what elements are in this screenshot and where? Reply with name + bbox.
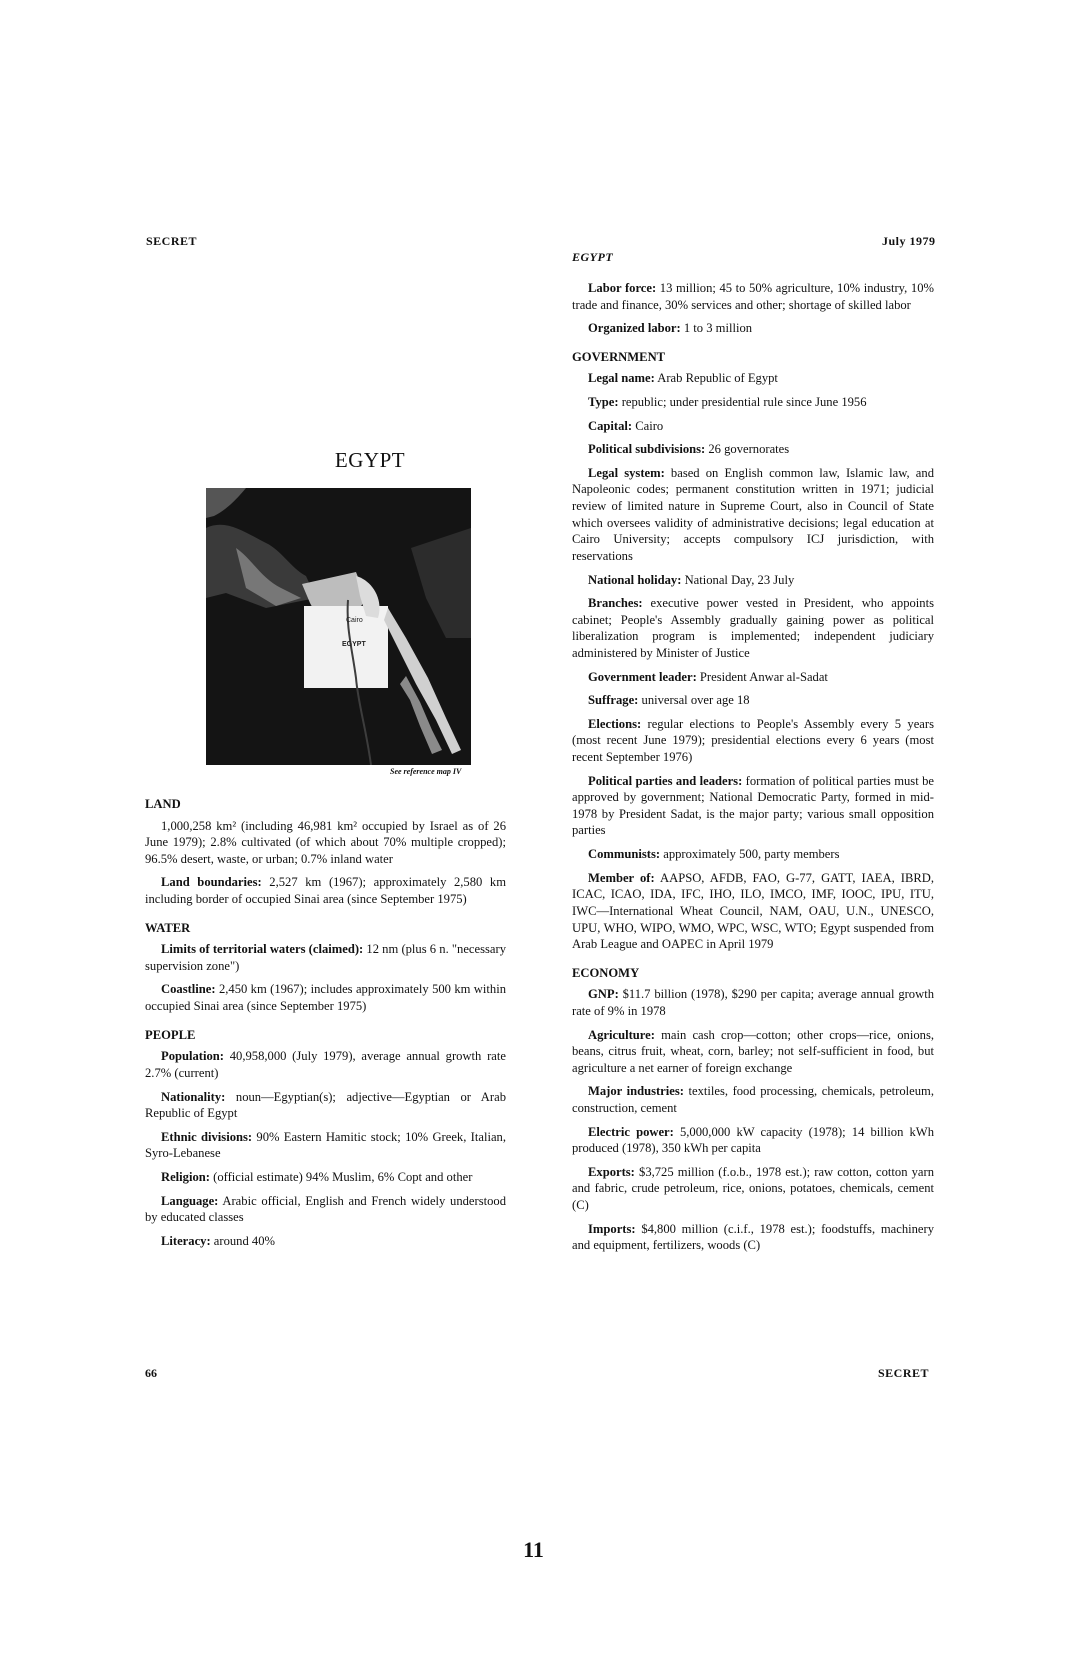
people-ethnic [145,1129,506,1162]
ethnic-label: Ethnic divisions: [161,1129,253,1144]
gov-subdivisions [572,441,934,458]
gnp-value: $11.7 billion (1978), $290 per capita; average annual growth rate of 9% in 1978 [572,987,934,1018]
water-limits-value: 12 nm (plus 6 n. "necessary supervision zone") [145,942,506,973]
gnp-label: GNP: [588,987,619,1002]
subdivisions-label: Political subdivisions: [588,442,706,457]
legal-system-label: Legal system: [588,465,665,480]
legal-system-value: based on English common law, Islamic law, and Napoleonic codes; permanent constitution written in 1971; judicial review of limited nature in Supreme Court, also in Council of State which oversees validity of administrative decisions; legal education at Cairo University; accepts compulsory ICJ jurisdiction, with reservations [572,465,934,563]
coastline-value: 2,450 km (1967); includes approximately 500 km within occupied Sinai area (since September 1975) [145,982,506,1014]
gov-elections [572,716,934,766]
industries-value: textiles, food processing, chemicals, petroleum, construction, cement [572,1084,934,1115]
people-language [145,1193,506,1226]
header-date: July 1979 [882,234,936,248]
gov-communists [572,846,934,863]
gov-parties [572,773,934,839]
land-area: 1,000,258 km² (including 46,981 km² occupied by Israel as of 26 June 1979); 2.8% cultivated (of which about 70% multiple cropped); 96.5% desert, waste, or urban; 0.7% inland water [145,818,506,866]
gov-legal-name [572,370,934,387]
map-caption: See reference map IV [390,767,462,776]
country-map [206,488,471,765]
gov-branches [572,595,934,661]
type-value: republic; under presidential rule since June 1956 [618,395,867,410]
language-value: Arabic official, English and French widely understood by educated classes [145,1193,506,1225]
section-heading-economy: ECONOMY [572,965,640,980]
left-column [145,796,506,1256]
gov-leader [572,669,934,686]
gov-holiday [572,572,934,589]
capital-label: Capital: [588,418,633,433]
econ-exports [572,1164,934,1214]
elections-value: regular elections to People's Assembly every 5 years (most recent June 1979); presidential elections every 6 years (most recent September 1976) [572,716,934,765]
labor-force-label: Labor force: [588,281,657,295]
people-nationality [145,1089,506,1122]
suffrage-label: Suffrage: [588,693,639,708]
imports-label: Imports: [588,1221,636,1236]
gov-member-of [572,870,934,953]
people-literacy [145,1233,506,1250]
coastline-label: Coastline: [161,982,216,997]
labor-force [572,280,934,313]
type-label: Type: [588,395,619,410]
right-column [572,280,934,1261]
legal-name-value: Arab Republic of Egypt [654,371,778,386]
econ-electric-power [572,1124,934,1157]
land-boundaries [145,874,506,907]
electric-power-label: Electric power: [588,1124,674,1139]
holiday-label: National holiday: [588,572,682,587]
imports-value: $4,800 million (c.i.f., 1978 est.); foodstuffs, machinery and equipment, fertilizers, woods (C) [572,1221,934,1253]
labor-force-value: 13 million; 45 to 50% agriculture, 10% industry, 10% trade and finance, 30% services and other; shortage of skilled labor [572,281,934,312]
agriculture-value: main cash crop—cotton; other crops—rice, onions, beans, citrus fruit, wheat, corn, barley; not self-sufficient in food, but agriculture a net earner of foreign exchange [572,1027,934,1075]
leader-label: Government leader: [588,669,697,684]
subdivisions-value: 26 governorates [705,442,790,457]
page-number: 11 [523,1537,544,1562]
footer-page-mark: 66 [145,1366,157,1380]
parties-label: Political parties and leaders: [588,773,743,788]
holiday-value: National Day, 23 July [681,572,795,587]
section-heading-land: LAND [145,797,181,811]
religion-label: Religion: [161,1169,210,1184]
leader-value: President Anwar al-Sadat [696,669,828,684]
econ-industries [572,1083,934,1116]
water-coastline [145,981,506,1014]
ethnic-value: 90% Eastern Hamitic stock; 10% Greek, Italian, Syro-Lebanese [145,1129,506,1161]
classification-header-left: SECRET [146,234,198,248]
religion-value: (official estimate) 94% Muslim, 6% Copt and other [209,1169,473,1184]
econ-imports [572,1221,934,1254]
country-running-head: EGYPT [572,250,614,264]
branches-label: Branches: [588,596,643,611]
branches-value: executive power vested in President, who appoints cabinet; People's Assembly gradually gaining power as political liberalization program is implemented; independent judiciary administered by Minister of Justice [572,596,934,660]
map-graphic [206,488,471,765]
econ-gnp [572,986,934,1019]
nationality-label: Nationality: [161,1089,226,1104]
literacy-value: around 40% [210,1233,276,1248]
communists-value: approximately 500, party members [660,847,840,862]
organized-labor-value: 1 to 3 million [680,321,753,336]
section-heading-government: GOVERNMENT [572,349,666,364]
gov-capital [572,418,934,435]
member-of-value: AAPSO, AFDB, FAO, G-77, GATT, IAEA, IBRD, ICAC, ICAO, IDA, IFC, IHO, ILO, IMCO, IMF, IOOC, IPU, ITU, IWC—International Wheat Council, NAM, OAU, U.N., UNESCO, UPU, WHO, WIPO, WMO, WPC, WSC, WTO; Egypt suspended from Arab League and OAPEC in April 1979 [572,870,934,952]
gov-legal-system [572,465,934,565]
land-boundaries-value: 2,527 km (1967); approximately 2,580 km including border of occupied Sinai area (since September 1975) [145,875,506,907]
parties-value: formation of political parties must be approved by government; National Democratic Party, formed in mid-1978 by President Sadat, is the major party; various small opposition parties [572,773,934,838]
exports-label: Exports: [588,1164,635,1179]
section-heading-water: WATER [145,920,191,935]
nationality-value: noun—Egyptian(s); adjective—Egyptian or Arab Republic of Egypt [145,1089,506,1121]
literacy-label: Literacy: [161,1233,211,1248]
people-population [145,1048,506,1081]
industries-label: Major industries: [588,1084,684,1099]
gov-type [572,394,934,411]
elections-label: Elections: [588,716,642,731]
population-label: Population: [161,1049,224,1064]
section-heading-people: PEOPLE [145,1027,196,1042]
land-boundaries-label: Land boundaries: [161,875,262,890]
population-value: 40,958,000 (July 1979), average annual growth rate 2.7% (current) [145,1049,506,1080]
people-religion [145,1169,506,1186]
map-label-cairo: Cairo [346,617,363,624]
member-of-label: Member of: [588,870,655,885]
organized-labor-label: Organized labor: [588,321,681,336]
language-label: Language: [161,1193,219,1208]
agriculture-label: Agriculture: [588,1027,655,1042]
water-limits-label: Limits of territorial waters (claimed): [161,942,364,957]
gov-suffrage [572,692,934,709]
suffrage-value: universal over age 18 [638,693,750,708]
map-label-egypt: EGYPT [342,641,366,648]
electric-power-value: 5,000,000 kW capacity (1978); 14 billion kWh produced (1978), 350 kWh per capita [572,1124,934,1156]
water-limits [145,941,506,974]
legal-name-label: Legal name: [588,371,655,386]
organized-labor [572,320,934,337]
exports-value: $3,725 million (f.o.b., 1978 est.); raw cotton, cotton yarn and fabric, crude petroleum, rice, onions, potatoes, chemicals, cement (C) [572,1164,934,1213]
econ-agriculture [572,1027,934,1077]
classification-footer-right: SECRET [878,1366,930,1380]
capital-value: Cairo [632,418,664,433]
communists-label: Communists: [588,847,661,862]
country-title: EGYPT [334,448,406,472]
